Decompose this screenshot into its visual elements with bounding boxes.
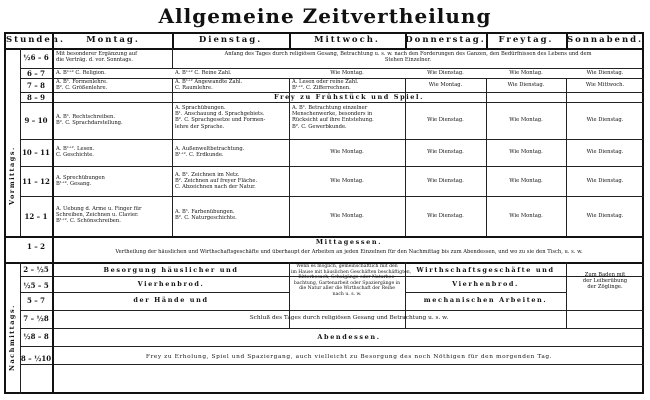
afternoon-thursday-c: mechanischen Arbeiten. <box>423 296 548 304</box>
cell-wed: Wie Montag. <box>330 70 364 76</box>
hour-label: ½6 – 6 <box>23 53 49 62</box>
cell-mon: A. Sprechübungen B¹⁺². Gesang. <box>56 175 105 188</box>
afternoon-saturday: Zum Baden mit der Leiberübung der Zöglinge. <box>582 272 628 291</box>
free-time: Frey zu Erholung, Spiel und Spaziergang, auch vielleicht zu Besorgung des noch Nöthigen für den morgenden Tag. <box>145 354 553 360</box>
header-saturday: Sonnabend. <box>566 35 644 45</box>
cell-sat: Wie Dienstag. <box>586 178 624 184</box>
header-monday: Montag. <box>86 35 140 45</box>
cell-wed: Wie Montag. <box>330 149 364 155</box>
side-label-morning: Vormittags. <box>8 146 16 206</box>
hour-label: 1 – 2 <box>26 242 46 251</box>
cell-sat: Wie Dienstag. <box>586 70 624 76</box>
hour-label: 8 – 9 <box>26 93 46 102</box>
cell-mon: A. B¹. Rechtschreiben. B². C. Sprachdarstellung. <box>56 114 123 127</box>
hour-label: 2 – ½5 <box>23 265 49 274</box>
cell-sat: Wie Dienstag. <box>586 117 624 123</box>
cell-mon: A. Uebung d. Arme u. Finger für Schreiben, Zeichnen u. Clavier. B¹⁺². C. Schönschreiben. <box>56 206 142 225</box>
lunch-text: Vertheilung der häuslichen und Wirthschaftsgeschäfte und überhaupt der Arbeiten an jeden Einzelnen für den Nachmittag bis zum Abendessen, und wo zu sie den Tisch, u. s. w. <box>115 249 583 255</box>
row0-main: Anfang des Tages durch religiösen Gesang, Betrachtung u. s. w. nach den Forderungen des Ganzen, den Bedürfnissen des Lebens und dem Stehen Einzelner. <box>224 51 592 64</box>
cell-wed: Wie Montag. <box>330 178 364 184</box>
cell-sat: Wie Dienstag. <box>586 213 624 219</box>
header-hours: Stunden. <box>6 35 65 45</box>
hour-label: 11 – 12 <box>22 177 50 186</box>
cell-thu: Wie Dienstag. <box>427 213 464 219</box>
hour-label: 7 – ½8 <box>23 314 49 323</box>
afternoon-monday-a: Besorgung häuslicher und <box>103 266 239 274</box>
cell-tue: A. Sprachübungen. B¹. Anschauung d. Sprachgebiets. B². C. Sprachgesetze und Formen- lehre der Sprache. <box>175 105 266 130</box>
cell-mon: A. B¹⁺². Lesen. C. Geschichte. <box>56 146 95 159</box>
hour-label: 7 – 8 <box>26 81 46 90</box>
cell-wed: A. Lesen oder reine Zahl. B¹⁺². C. Zifferrechnen. <box>292 79 359 92</box>
cell-wed: Wie Montag. <box>330 213 364 219</box>
cell-tue: A. B¹. Farbenübungen. B². C. Naturgeschichte. <box>175 209 237 222</box>
cell-thu: Wie Dienstag. <box>427 70 464 76</box>
hour-label: 8 – ½10 <box>20 354 52 363</box>
cell-thu: Wie Montag. <box>428 82 463 88</box>
cell-sat: Wie Mittwoch. <box>585 82 625 88</box>
cell-fri: Wie Dienstag. <box>507 82 545 88</box>
supper: Abendessen. <box>317 333 381 341</box>
afternoon-thursday-a: Wirthschaftsgeschäfte und <box>416 266 555 274</box>
hour-label: 12 – 1 <box>24 212 48 221</box>
row0-note: Mit besonderer Ergänzung auf die Verträg. d. vor. Sonntags. <box>56 51 138 64</box>
cell-thu: Wie Dienstag. <box>427 178 464 184</box>
cell-thu: Wie Dienstag. <box>427 149 464 155</box>
cell-mon: A. B¹⁺² C. Religion. <box>56 70 106 76</box>
cell-wed: A. B¹. Betrachtung einzelner Menschenwerke, besonders in Rücksicht auf ihre Entstehung. B². C. Gewerbkunde. <box>292 105 374 130</box>
cell-mon: A. B¹. Formenlehre. B². C. Größenlehre. <box>56 79 108 92</box>
page-title: Allgemeine Zeitvertheilung <box>158 4 492 28</box>
timetable <box>4 32 644 394</box>
header-thursday: Donnerstag. <box>405 35 486 45</box>
breakfast-break: Frey zu Frühstück und Spiel. <box>274 93 424 101</box>
afternoon-thursday-b: Vierhenbrod. <box>452 280 519 288</box>
cell-fri: Wie Montag. <box>509 213 543 219</box>
evening-closing: Schluß des Tages durch religiösen Gesang und Betrachtung u. s. w. <box>249 315 449 321</box>
afternoon-monday-b: Vierhenbrod. <box>137 280 205 288</box>
hour-label: 6 – 7 <box>26 69 46 78</box>
side-label-afternoon: Nachmittags. <box>8 304 16 372</box>
lunch-title: Mittagessen. <box>315 238 383 246</box>
header-friday: Freytag. <box>498 35 554 45</box>
cell-fri: Wie Montag. <box>509 178 543 184</box>
hour-label: 5 – 7 <box>26 296 46 305</box>
hour-label: ½5 – 5 <box>23 281 49 290</box>
afternoon-monday-c: der Hände und <box>133 296 209 304</box>
cell-fri: Wie Montag. <box>509 70 543 76</box>
cell-tue: A. B¹. Zeichnen im Netz. B². Zeichnen auf freyer Fläche. C. Abzeichnen nach der Natur. <box>175 172 258 191</box>
hour-label: ½8 – 8 <box>23 332 49 341</box>
cell-tue: A. Außenweltbetrachtung. B¹⁺². C. Erdkunde. <box>175 146 245 159</box>
cell-sat: Wie Dienstag. <box>586 149 624 155</box>
cell-tue: A. B¹⁺² C. Reine Zahl. <box>175 70 232 76</box>
hour-label: 9 – 10 <box>24 116 48 125</box>
header-wednesday: Mittwoch. <box>314 35 380 45</box>
cell-fri: Wie Montag. <box>509 149 543 155</box>
header-tuesday: Dienstag. <box>198 35 263 45</box>
afternoon-wednesday: Wenn es möglich, gemeinschaftlich mit den im Hause mit häuslichen Geschäften beschäftigten, Bitterbesuch, Schulgänge oder Naturbeo- bachtung, Gartenarbeit oder Spaziergänge in die Natur aller die Wirthschaft der Reihe nach u. s. w. <box>291 264 412 297</box>
hour-label: 10 – 11 <box>22 148 50 157</box>
cell-tue: A. B¹⁺² Angewandte Zahl. C. Raumlehre. <box>175 79 243 92</box>
cell-fri: Wie Montag. <box>509 117 543 123</box>
cell-thu: Wie Dienstag. <box>427 117 464 123</box>
